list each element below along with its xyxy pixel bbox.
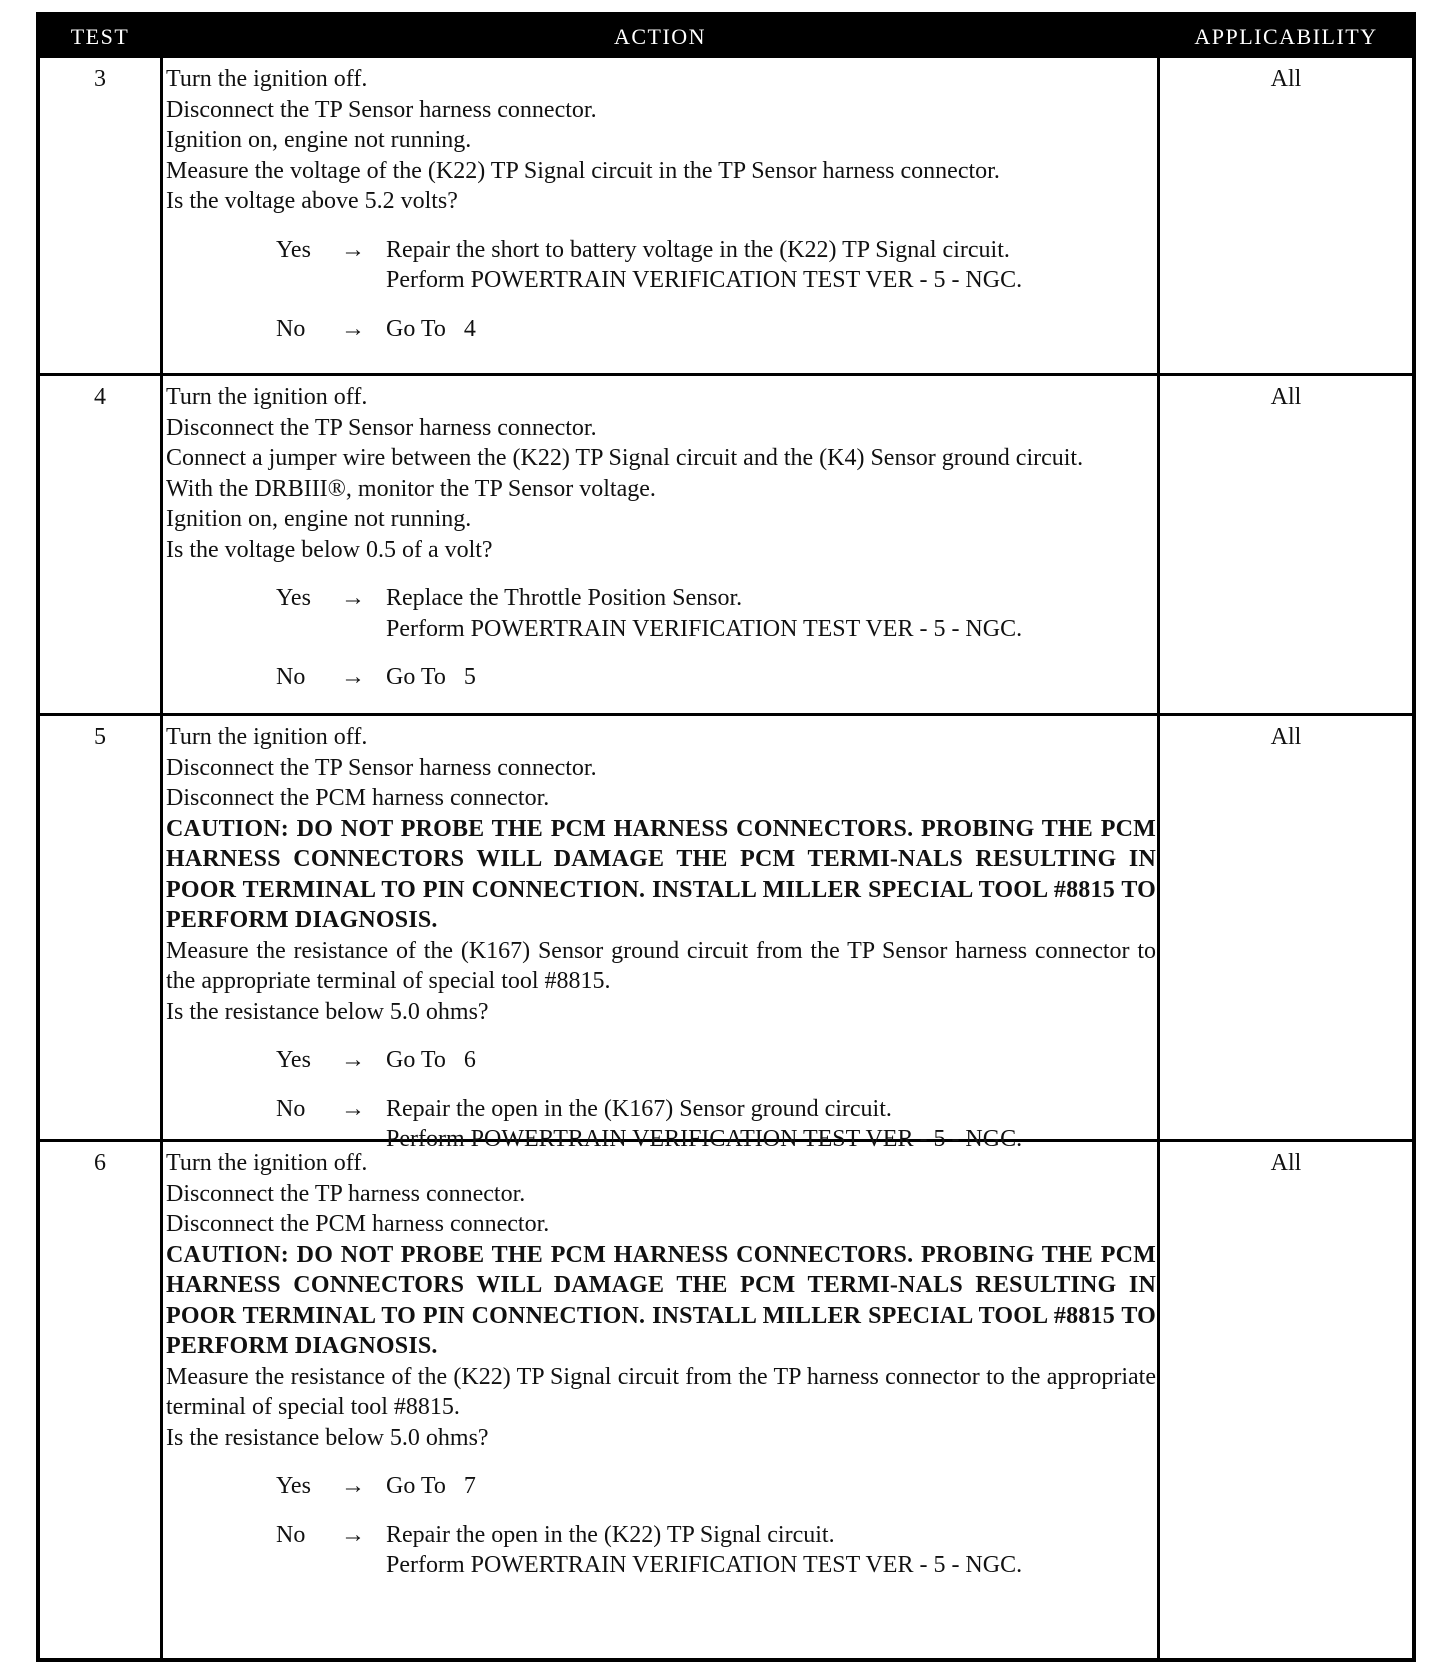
no-label: No [276, 664, 306, 690]
response-text: Go To 7 [386, 1473, 476, 1499]
applicability-cell: All [1270, 1150, 1302, 1176]
no-response [166, 1520, 1156, 1581]
arrow-icon: → [341, 664, 365, 690]
step-text: Ignition on, engine not running. [166, 127, 472, 153]
table-row-test-5 [40, 716, 1412, 1152]
no-label: No [276, 315, 306, 342]
no-label: No [276, 1095, 306, 1122]
action-cell [166, 1148, 1156, 1581]
step-text: Measure the resistance of the (K22) TP Signal circuit from the TP harness connector to the appropriate terminal of special tool #8815. [166, 1363, 1156, 1420]
applicability-cell: All [1270, 66, 1302, 92]
step-question: Is the voltage below 0.5 of a volt? [166, 536, 493, 563]
caution-warning: CAUTION: DO NOT PROBE THE PCM HARNESS CONNECTORS. PROBING THE PCM HARNESS CONNECTORS WILL DAMAGE THE PCM TERMI-NALS RESULTING IN POOR TERMINAL TO PIN CONNECTION. INSTALL MILLER SPECIAL TOOL #8815 TO PERFORM DIAGNOSIS. [166, 815, 1156, 933]
yes-label: Yes [276, 585, 311, 611]
test-number: 5 [94, 724, 106, 750]
step-text: Disconnect the PCM harness connector. [166, 785, 550, 811]
table-row-test-3 [40, 58, 1412, 376]
step-question: Is the resistance below 5.0 ohms? [166, 998, 489, 1025]
action-cell [166, 382, 1156, 693]
step-text: Measure the voltage of the (K22) TP Signal circuit in the TP Sensor harness connector. [166, 157, 1000, 184]
applicability-cell: All [1270, 724, 1302, 750]
response-text: Go To 6 [386, 1047, 476, 1073]
step-text: With the DRBIII®, monitor the TP Sensor voltage. [166, 475, 656, 502]
yes-label: Yes [276, 1047, 311, 1073]
yes-response [166, 583, 1156, 644]
response-text: Repair the open in the (K167) Sensor ground circuit. [386, 1095, 892, 1122]
no-label: No [276, 1521, 306, 1548]
table-row-test-4 [40, 376, 1412, 716]
test-number: 6 [94, 1150, 106, 1176]
diagnostic-table [36, 12, 1416, 1662]
action-cell [166, 64, 1156, 344]
step-text: Disconnect the TP harness connector. [166, 1180, 526, 1207]
yes-label: Yes [276, 1473, 311, 1499]
response-text: Go To 5 [386, 664, 476, 690]
response-text: Go To 4 [386, 315, 476, 342]
step-text: Turn the ignition off. [166, 1150, 368, 1176]
arrow-icon: → [341, 1047, 365, 1073]
response-text: Perform POWERTRAIN VERIFICATION TEST VER - 5 - NGC. [386, 615, 1023, 642]
step-text: Disconnect the TP Sensor harness connector. [166, 414, 597, 441]
step-text: Turn the ignition off. [166, 724, 368, 750]
step-text: Turn the ignition off. [166, 384, 368, 410]
arrow-icon: → [341, 315, 365, 342]
no-response [166, 314, 1156, 345]
arrow-icon: → [341, 1095, 365, 1122]
step-text: Turn the ignition off. [166, 66, 368, 92]
yes-response [166, 1471, 1156, 1502]
test-number: 4 [94, 384, 106, 410]
applicability-cell: All [1270, 384, 1302, 410]
yes-response [166, 235, 1156, 296]
step-text: Disconnect the PCM harness connector. [166, 1211, 550, 1237]
step-text: Connect a jumper wire between the (K22) TP Signal circuit and the (K4) Sensor ground circuit. [166, 445, 1084, 471]
response-text: Perform POWERTRAIN VERIFICATION TEST VER - 5 - NGC. [386, 1126, 1023, 1152]
yes-label: Yes [276, 236, 311, 263]
caution-warning: CAUTION: DO NOT PROBE THE PCM HARNESS CONNECTORS. PROBING THE PCM HARNESS CONNECTORS WILL DAMAGE THE PCM TERMI-NALS RESULTING IN POOR TERMINAL TO PIN CONNECTION. INSTALL MILLER SPECIAL TOOL #8815 TO PERFORM DIAGNOSIS. [166, 1241, 1156, 1359]
action-cell [166, 722, 1156, 1155]
arrow-icon: → [341, 1521, 365, 1548]
header-action: ACTION [613, 24, 707, 49]
response-text: Repair the open in the (K22) TP Signal circuit. [386, 1521, 835, 1548]
table-header [40, 16, 1412, 58]
step-text: Ignition on, engine not running. [166, 506, 472, 532]
test-number: 3 [94, 66, 106, 92]
response-text: Perform POWERTRAIN VERIFICATION TEST VER - 5 - NGC. [386, 267, 1023, 293]
response-text: Perform POWERTRAIN VERIFICATION TEST VER - 5 - NGC. [386, 1552, 1023, 1578]
arrow-icon: → [341, 236, 365, 263]
table-row-test-6 [40, 1142, 1412, 1658]
response-text: Repair the short to battery voltage in the (K22) TP Signal circuit. [386, 236, 1010, 263]
arrow-icon: → [341, 1473, 365, 1499]
yes-response [166, 1045, 1156, 1076]
header-test: TEST [70, 24, 130, 49]
step-text: Disconnect the TP Sensor harness connector. [166, 754, 597, 781]
step-question: Is the voltage above 5.2 volts? [166, 188, 458, 214]
step-text: Disconnect the TP Sensor harness connector. [166, 96, 597, 123]
no-response [166, 662, 1156, 693]
step-question: Is the resistance below 5.0 ohms? [166, 1424, 489, 1451]
step-text: Measure the resistance of the (K167) Sensor ground circuit from the TP Sensor harness connector to the appropriate terminal of special tool #8815. [166, 937, 1156, 994]
header-applicability: APPLICABILITY [1194, 24, 1378, 49]
arrow-icon: → [341, 585, 365, 611]
response-text: Replace the Throttle Position Sensor. [386, 585, 743, 611]
